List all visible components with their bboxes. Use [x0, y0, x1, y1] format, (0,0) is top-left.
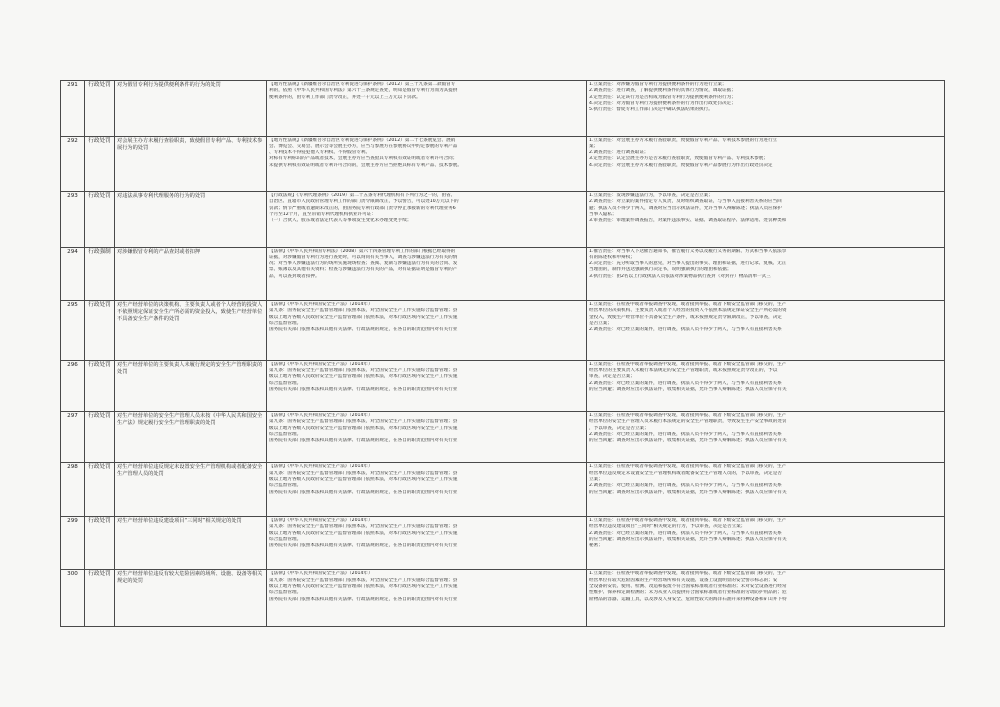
power-type: 行政处罚 — [85, 192, 115, 248]
power-type: 行政处罚 — [85, 570, 115, 627]
responsibility-items — [587, 412, 945, 463]
basis-line: 国务院有关部门依照本法和其他有关法律、行政法规的规定，在各自的职责范围内对有关行业 — [269, 596, 458, 602]
responsibility-line: 2.决定责任：充分听取当事人的意见，对当事人提出的事实、理由和证据，进行记录、复核。无正 — [589, 261, 787, 267]
basis-line: 【法律】《中华人民共和国安全生产法》（2014年） — [269, 517, 373, 523]
basis-line: 【地方性法规】《新疆维吾尔自治区专利促进与保护条例》（2012）第三十九条第二款假冒专 — [269, 82, 456, 87]
responsibility-line: 的应当回避；调查时应出示执法证件，收集相关证据，允许当事人辩解陈述；执法人员应保守有关 — [589, 386, 787, 392]
row-number: 296 — [61, 360, 85, 411]
responsibility-line: 5.执行责任：督促专利工作部门决定中确认执法结果的执行。 — [589, 107, 713, 113]
basis-line: 、专利技术不得侵犯他人专利权、不得假冒专利。 — [269, 150, 371, 156]
responsibility-line: 3.定性责任：认定会展主办方是否未履行查验职责，致使假冒专利产品、专利技术参展； — [589, 156, 768, 162]
responsibility-line: 审查，决定是否立案； — [589, 374, 635, 380]
responsibility-line: 4.决定责任：对会展主办方未履行查验职责，致使假冒专利产品参展行为作出行政处罚决定 — [589, 162, 773, 168]
responsibility-line: 是否立案； — [589, 320, 612, 326]
legal-basis — [267, 570, 587, 627]
power-item-name: 对生产经营单位违反建设项目“三同时”相关规定的处罚 — [115, 516, 267, 569]
responsibility-line: 1.催告责任：对当事人下达催告通知书，催告履行义务以及履行义务的期限、方式和当事人依法享 — [589, 248, 787, 254]
row-number: 298 — [61, 463, 85, 516]
basis-line: 级以上地方各级人民政府安全生产监督管理部门依照本法，对本行政区域内安全生产工作实施 — [269, 314, 458, 320]
basis-line: 第九条：国务院安全生产监督管理部门依照本法，对全国安全生产工作实施综合监督管理；县 — [269, 577, 458, 583]
responsibility-line: 4.决定责任：对为假冒专利行为提供便利条件的行为作出行政处罚决定； — [589, 100, 736, 106]
responsibility-line: 2.调查责任：对已经立案的案件，进行调查，执法人员不得少于两人，与当事人有直接利害关系 — [589, 530, 782, 536]
legal-basis — [267, 247, 587, 300]
responsibility-items — [587, 192, 945, 248]
responsibility-line: 的应当回避；调查时应出示执法证件，收集相关证据，允许当事人辩解陈述；执法人员应保守有关 — [589, 489, 787, 495]
power-item-name: 对生产经营单位的决策机构、主要负责人或者个人经营的投资人不依照规定保证安全生产所必需的资金投入，致使生产经营单位不具备安全生产条件的处罚 — [115, 301, 267, 361]
responsibility-line: 案； — [589, 143, 599, 149]
table-row — [61, 136, 945, 192]
power-item-name: 对生产经营单位的安全生产管理人员未按《中华人民共和国安全生产法》规定履行安全生产管理职责的处罚 — [115, 412, 267, 463]
basis-line: 【法律】《中华人民共和国专利法》（2008）第六十四条管理专利工作的部门根据已经取得的 — [269, 248, 456, 254]
legal-basis — [267, 516, 587, 569]
basis-line: 个月至12个月，直至吊销专利代理机构执业许可证： — [269, 211, 376, 217]
basis-line: 级以上地方各级人民政府安全生产监督管理部门依照本法，对本行政区域内安全生产工作实施 — [269, 477, 458, 483]
responsibility-line: 1.立案责任：对涉嫌为假冒专利行为提供便利条件的行为进行立案； — [589, 82, 727, 87]
basis-line: 级以上地方各级人民政府安全生产监督管理部门依照本法，对本行政区域内安全生产工作实施 — [269, 374, 458, 380]
power-type: 行政处罚 — [85, 463, 115, 516]
power-item-name: 对为假冒专利行为提供便利条件的行为的处罚 — [115, 81, 267, 137]
basis-line: 证据，对涉嫌假冒专利行为进行查处时，可以询问有关当事人，调查与涉嫌违法行为有关的情 — [269, 254, 458, 260]
responsibility-line: 性维护、保养和定期检测的；未为从业人员提供符合国家标准或者行业标准的劳动防护用品的；危 — [589, 590, 787, 596]
responsibility-line: 1.立案责任：在检查中或者举报调查中发现，或者接到举报、或者下级安全监管部门移交的，生产 — [589, 413, 787, 419]
basis-line: 国务院有关部门依照本法和其他有关法律、行政法规的规定，在各自的职责范围内对有关行业 — [269, 327, 458, 333]
responsibility-table — [60, 80, 945, 627]
legal-basis — [267, 81, 587, 137]
basis-line: 级以上地方各级人民政府安全生产监督管理部门依照本法，对本行政区域内安全生产工作实施 — [269, 425, 458, 431]
responsibility-line: 1.立案责任：在检查中或者举报调查中发现，或者接到举报、或者下级安全监管部门移交的，生产 — [589, 302, 787, 308]
responsibility-line: 1.立案责任：在检查中或者举报调查中发现，或者接到举报、或者下级安全监管部门移交的，生产 — [589, 464, 787, 470]
responsibility-items — [587, 301, 945, 361]
basis-line: 综合监督管理。 — [269, 431, 302, 437]
basis-line: 国务院有关部门依照本法和其他有关法律、行政法规的规定，在各自的职责范围内对有关行业 — [269, 543, 458, 549]
responsibility-items — [587, 360, 945, 411]
responsibility-line: 1.立案责任：对会展主办方未履行查验职责，致使假冒专利产品、专利技术参展的行为进行立 — [589, 137, 778, 143]
basis-line: 对标有专利标识的产品或者技术，会展主办方应当查验其专利权有效证明或者专利许可合同； — [269, 156, 458, 162]
responsibility-items — [587, 136, 945, 192]
responsibility-line: 3.定性责任：认定该行为是否构成为假冒专利行为提供便利条件的行为； — [589, 94, 736, 100]
basis-line: 罚款；情节严重或者逾期未改正的，由国务院专利行政部门责令停止承接新的专利代理业务6 — [269, 205, 456, 211]
legal-basis — [267, 301, 587, 361]
table-row — [61, 81, 945, 137]
responsibility-line: 当事人隐私； — [589, 211, 617, 217]
basis-line: 便利条件的，由专利工作部门责令改正，并处一千元以上三万元以下罚款。 — [269, 94, 421, 100]
responsibility-line: 3.审查责任：审理案件调查报告，对案件违法事实、证据、调查取证程序、法律适用、处罚种类和 — [589, 218, 787, 224]
responsibility-line: 经营单位违反规定未设置安全生产管理机构或者配备安全生产管理人员的，予以审查，决定是否 — [589, 470, 782, 476]
row-number: 292 — [61, 136, 85, 192]
basis-line: 【法律】《中华人民共和国安全生产法》（2014年） — [269, 413, 373, 419]
responsibility-line: 金投入，致使生产经营单位不具备安全生产条件，或未按照规定责令限期改正，予以审查，决定 — [589, 314, 782, 320]
power-item-name: 对会展主办方未履行查验职责，致使假冒专利产品、专利技术参展行为的处罚 — [115, 136, 267, 192]
basis-line: 会、博览会、交易会、展示会等会展主办方，应当与参展方在参展协议中约定参展的专利产品 — [269, 143, 458, 149]
row-number: 291 — [61, 81, 85, 137]
basis-line: 第九条：国务院安全生产监督管理部门依照本法，对全国安全生产工作实施综合监督管理；县 — [269, 367, 458, 373]
basis-line: 第九条：国务院安全生产监督管理部门依照本法，对全国安全生产工作实施综合监督管理；县 — [269, 470, 458, 476]
responsibility-line: 1.立案责任：在检查中或者举报调查中发现，或者接到举报、或者下级安全监管部门移交的，生产 — [589, 571, 787, 577]
basis-line: 国务院有关部门依照本法和其他有关法律、行政法规的规定，在各自的职责范围内对有关行业 — [269, 438, 458, 444]
responsibility-line: 2.调查责任：进行调查，了解提供便利条件的具体行为情况，调取证据； — [589, 88, 736, 94]
row-number: 293 — [61, 192, 85, 248]
basis-line: 第九条：国务院安全生产监督管理部门依照本法，对全国安全生产工作实施综合监督管理；县 — [269, 524, 458, 530]
power-type: 行政处罚 — [85, 81, 115, 137]
basis-line: 未提供专利权有效证明或者专利许可合同的，会展主办方应当拒绝其标有专利产品、技术参展。 — [269, 162, 462, 168]
basis-line: 【法律】《中华人民共和国安全生产法》（2014年） — [269, 302, 373, 308]
basis-line: 票、账簿以及其他有关资料；检查与涉嫌违法行为有关的产品，对有证据证明是假冒专利的产 — [269, 267, 458, 273]
responsibility-line: 全设备的安装、使用、检测、改造和报废不符合国家标准或者行业标准的；未对安全设备进行经常 — [589, 583, 787, 589]
basis-line: 国务院有关部门依照本法和其他有关法律、行政法规的规定，在各自的职责范围内对有关行业 — [269, 489, 458, 495]
table-row — [61, 247, 945, 300]
power-item-name: 对涉嫌假冒专利的产品查封或者扣押 — [115, 247, 267, 300]
legal-basis — [267, 360, 587, 411]
responsibility-line: 立案； — [589, 477, 603, 483]
responsibility-items — [587, 463, 945, 516]
basis-line: 国务院有关部门依照本法和其他有关法律、行政法规的规定，在各自的职责范围内对有关行业 — [269, 386, 458, 392]
responsibility-line: 1.立案责任：在检查中或者举报调查中发现，或者接到举报、或者下级安全监管部门移交的，生产 — [589, 361, 787, 367]
row-number: 295 — [61, 301, 85, 361]
responsibility-line: 1.立案责任：在检查中或者举报调查中发现，或者接到举报、或者下级安全监管部门移交的，生产 — [589, 517, 787, 523]
basis-line: 综合监督管理。 — [269, 590, 302, 596]
power-type: 行政处罚 — [85, 136, 115, 192]
legal-basis — [267, 192, 587, 248]
responsibility-line: 有的陈述权和申辩权； — [589, 254, 635, 260]
power-type: 行政处罚 — [85, 412, 115, 463]
table-row — [61, 570, 945, 627]
responsibility-line: 经营单位违反建设项目“三同时”相关规定的行为，予以审查，决定是否立案； — [589, 524, 746, 530]
basis-line: 【法律】《中华人民共和国安全生产法》（2014年） — [269, 464, 373, 470]
responsibility-line: 2.调查责任：对立案的案件指定专人负责，及时组织调查取证，与当事人直接利害关系的应当回 — [589, 199, 782, 205]
responsibility-line: 3.执行责任：由2名以上行政执法人员依法对涉案物品执行查封（对封存）物品清单一式三 — [589, 273, 771, 279]
basis-line: 【法律】《中华人民共和国安全生产法》（2014年） — [269, 361, 373, 367]
basis-line: 【地方性法规】《新疆维吾尔自治区专利促进与保护条例》（2012）第二十七条展览会、展销 — [269, 137, 456, 143]
responsibility-line: 2.调查责任：对已经立案的案件，进行调查，执法人员不得少于两人，与当事人有直接利害关系 — [589, 431, 782, 437]
table-row — [61, 463, 945, 516]
legal-basis — [267, 136, 587, 192]
responsibility-line: 险物品的容器、运输工具，以及涉及人身安全、危险性较大的海洋石油开采特种设备和矿山井下特 — [589, 596, 787, 602]
power-type: 行政处罚 — [85, 301, 115, 361]
responsibility-line: 1.立案责任：发现涉嫌违法行为，予以审查，决定是否立案； — [589, 193, 713, 199]
power-type: 行政处罚 — [85, 360, 115, 411]
responsibility-items — [587, 81, 945, 137]
responsibility-line: 的应当回避；调查时应出示执法证件，收集相关证据，允许当事人辩解陈述；执法人员应保守有关 — [589, 536, 787, 542]
basis-line: 品，可以查封或者扣押。 — [269, 273, 320, 279]
responsibility-line: 经营单位有较大危险因素的生产经营场所和有关设施、设备上设置明显的安全警示标志的；安 — [589, 577, 778, 583]
basis-line: 综合监督管理。 — [269, 536, 302, 542]
row-number: 297 — [61, 412, 85, 463]
basis-line: 利的，依照《中华人民共和国专利法》第六十三条规定查处，明知是假冒专利行为而为其提供 — [269, 88, 458, 94]
basis-line: 第九条：国务院安全生产监督管理部门依照本法，对全国安全生产工作实施综合监督管理；县 — [269, 308, 458, 314]
basis-line: 综合监督管理。 — [269, 380, 302, 386]
responsibility-line: 当理由的，制作并送达强制执行决定书，说明强制执行的理由和依据； — [589, 267, 732, 273]
responsibility-line: 的应当回避；调查时应出示执法证件，收集相关证据，允许当事人辩解陈述；执法人员应保守有关 — [589, 438, 787, 444]
responsibility-line: 经营单位的安全生产管理人员未履行本法规定的安全生产管理职责，导致发生生产安全事故的处罚 — [589, 419, 787, 425]
basis-line: 综合监督管理。 — [269, 483, 302, 489]
responsibility-line: 2.调查责任：对已经立案的案件，进行调查，执法人员不得少于两人，与当事人有直接利害关系 — [589, 380, 782, 386]
basis-line: 【行政法规】《专利代理条例》（2019）第二十五条专利代理机构有下列行为之一的，由省、 — [269, 193, 456, 199]
row-number: 299 — [61, 516, 85, 569]
responsibility-items — [587, 570, 945, 627]
table-row — [61, 360, 945, 411]
basis-line: 级以上地方各级人民政府安全生产监督管理部门依照本法，对本行政区域内安全生产工作实施 — [269, 583, 458, 589]
responsibility-line: 秘密； — [589, 543, 603, 549]
table-row — [61, 412, 945, 463]
responsibility-line: 2.调查责任：进行调查取证； — [589, 150, 649, 156]
power-type: 行政处罚 — [85, 516, 115, 569]
power-item-name: 对生产经营单位违反规定未设置安全生产管理机构或者配备安全生产管理人员的处罚 — [115, 463, 267, 516]
basis-line: 级以上地方各级人民政府安全生产监督管理部门依照本法，对本行政区域内安全生产工作实施 — [269, 530, 458, 536]
legal-basis — [267, 412, 587, 463]
responsibility-items — [587, 247, 945, 300]
responsibility-line: 经营单位的决策机构、主要负责人或者个人经营的投资人不依照本法规定保证安全生产所必需的资 — [589, 308, 787, 314]
power-item-name: 对生产经营单位违反有较大危险因素的场所、设施、设备等相关规定的处罚 — [115, 570, 267, 627]
table-row — [61, 192, 945, 248]
power-type: 行政强制 — [85, 247, 115, 300]
table-row — [61, 516, 945, 569]
basis-line: 【法律】《中华人民共和国安全生产法》（2014年） — [269, 571, 373, 577]
responsibility-items — [587, 516, 945, 569]
table-row — [61, 301, 945, 361]
basis-line: 自治区、直辖市人民政府管理专利工作的部门责令限期改正，予以警告，可以处10万元以下的 — [269, 199, 459, 205]
responsibility-line: 经营单位的主要负责人未履行本法规定的安全生产管理职责，或未按照规定责令改正的，予以 — [589, 367, 778, 373]
responsibility-line: ，予以审查，决定是否立案； — [589, 425, 649, 431]
basis-line: 第九条：国务院安全生产监督管理部门依照本法，对全国安全生产工作实施综合监督管理；县 — [269, 419, 458, 425]
responsibility-line: 避；执法人员不得少于两人，调查时应当出示执法证件，允许当事人辩解陈述；执法人员应保护 — [589, 205, 782, 211]
responsibility-line: 2.调查责任：对已经立案的案件，进行调查，执法人员不得少于两人，与当事人有直接利害关系 — [589, 327, 782, 333]
responsibility-line: 2.调查责任：对已经立案的案件，进行调查，执法人员不得少于两人，与当事人有直接利害关系 — [589, 483, 782, 489]
power-item-name: 对生产经营单位的主要负责人未履行规定的安全生产管理职责的处罚 — [115, 360, 267, 411]
basis-line: 综合监督管理。 — [269, 320, 302, 326]
row-number: 294 — [61, 247, 85, 300]
basis-line: 况；对当事人涉嫌违法行为的场所实施现场检查；查阅、复制与涉嫌违法行为有关的合同、发 — [269, 261, 458, 267]
row-number: 300 — [61, 570, 85, 627]
legal-basis — [267, 463, 587, 516]
basis-line: （一）合伙人、股东或者法定代表人等事项发生变化未办理变更手续； — [269, 218, 412, 224]
power-item-name: 对违法从事专利代理服务的行为的处罚 — [115, 192, 267, 248]
